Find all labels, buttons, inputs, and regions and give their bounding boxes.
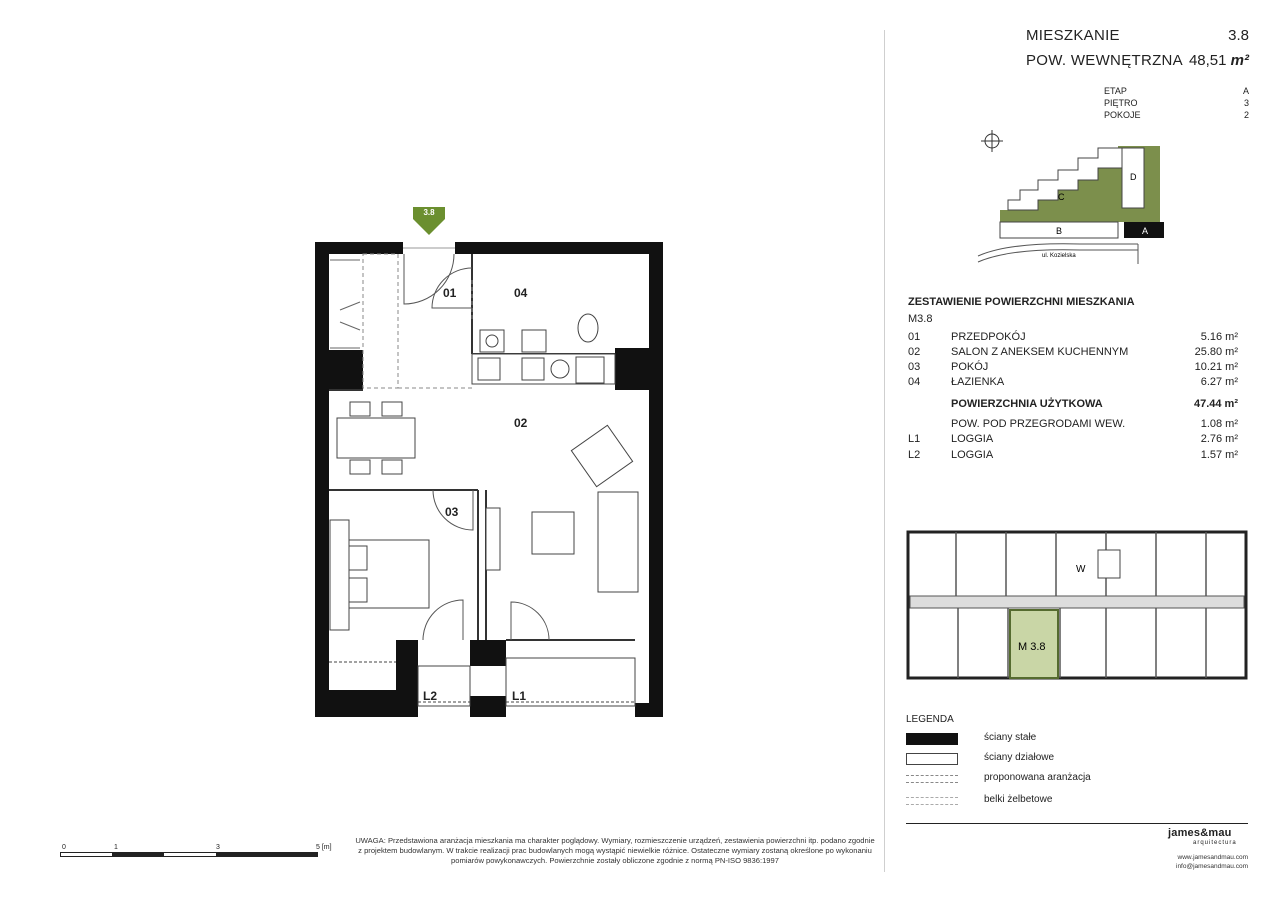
- legend-swatch-dashed: [906, 775, 958, 783]
- scale-tick-0: 0: [62, 844, 66, 851]
- loggia-pier-mid-low: [470, 696, 506, 717]
- key-plan: [906, 524, 1250, 684]
- room-name: ŁAZIENKA: [951, 376, 1005, 388]
- area-label: POW. WEWNĘTRZNA: [1026, 52, 1183, 69]
- scale-tick-1: 1: [114, 844, 118, 851]
- loggia-code: L1: [908, 433, 921, 445]
- meta-rooms: [1104, 110, 1249, 120]
- usable-name: POWIERZCHNIA UŻYTKOWA: [951, 398, 1103, 410]
- dining-table: [337, 402, 415, 474]
- summary-partition-row: [908, 418, 1238, 433]
- legend-item: [906, 771, 1166, 787]
- living-furniture: [486, 425, 638, 592]
- legend-item: [906, 751, 1166, 767]
- key-plan-unit-label: M 3.8: [1018, 641, 1046, 653]
- summary-row: [908, 331, 1238, 346]
- summary-title: ZESTAWIENIE POWIERZCHNI MIESZKANIA: [908, 296, 1135, 308]
- loggia-pier-left: [396, 640, 418, 717]
- area-value-wrap: [1176, 52, 1249, 69]
- brand-logo: james&mau: [1168, 827, 1232, 839]
- legend-swatch-solid: [906, 733, 958, 745]
- site-label-c: C: [1058, 192, 1065, 202]
- entry-marker-label: 3.8: [423, 208, 435, 217]
- legend-swatch-beam: [906, 797, 958, 805]
- room-area: 6.27 m²: [1200, 376, 1238, 388]
- room-code: 04: [908, 376, 921, 388]
- legend-item: [906, 731, 1166, 747]
- column-divider: [884, 30, 885, 872]
- area-unit: m²: [1230, 52, 1249, 69]
- summary-loggia-row: [908, 433, 1238, 448]
- meta-stage: [1104, 86, 1249, 96]
- footer-separator: [906, 823, 1248, 824]
- street-label: ul. Kozielska: [1042, 253, 1076, 259]
- wall-bottom-strip: [329, 690, 396, 703]
- summary-row: [908, 361, 1238, 376]
- room-code: 02: [908, 346, 921, 358]
- site-label-a: A: [1142, 226, 1149, 236]
- disclaimer-note: UWAGA: Przedstawiona aranżacja mieszkania ma charakter poglądowy. Wymiary, rozmieszczenie urządzeń, zestawienia powierzchni itp. podano zgodnie z projektem budowlanym. W trakcie realizacji prac budowlanych mogą wystąpić niewielkie różnice. Ostateczne wymiary zostaną określone po wykonaniu pomiarów powykonawczych. Powierzchnie zostały obliczone zgodnie z normą PN-ISO 9836:1997: [355, 836, 875, 865]
- partition-area: 1.08 m²: [1200, 418, 1238, 430]
- legend-item: [906, 793, 1166, 809]
- summary-unit: M3.8: [908, 313, 933, 325]
- key-plan-drawing: [906, 524, 1250, 684]
- proposed-layout-dashed: [363, 254, 472, 388]
- meta-floor-label: PIĘTRO: [1104, 98, 1138, 108]
- structural-walls: [315, 242, 663, 717]
- scale-bar: [60, 852, 318, 858]
- summary-row: [908, 376, 1238, 391]
- summary-loggia-row: [908, 449, 1238, 464]
- summary-row: [908, 346, 1238, 361]
- meta-stage-value: A: [1242, 86, 1249, 96]
- legend-swatch-outline: [906, 753, 958, 765]
- loggia-name: LOGGIA: [951, 433, 994, 445]
- bedroom-furniture: [330, 520, 429, 630]
- room-label-L2: L2: [423, 689, 438, 703]
- legend-label: ściany stałe: [984, 732, 1037, 743]
- room-code: 01: [908, 331, 921, 343]
- room-area: 10.21 m²: [1194, 361, 1238, 373]
- loggia-name: LOGGIA: [951, 449, 994, 461]
- compass-icon: [981, 130, 1003, 152]
- loggia-area: 1.57 m²: [1200, 449, 1238, 461]
- brand-sub: arquitectura: [1193, 840, 1237, 846]
- site-plan-drawing: [970, 128, 1170, 268]
- room-name: POKÓJ: [951, 361, 989, 373]
- partition-name: POW. POD PRZEGRODAMI WEW.: [951, 418, 1126, 430]
- usable-area: 47.44 m²: [1193, 398, 1238, 410]
- legend-label: belki żelbetowe: [984, 794, 1053, 805]
- apartment-label: MIESZKANIE: [1026, 27, 1120, 44]
- area-value: 48,51: [1188, 52, 1227, 69]
- wall-top: [315, 242, 663, 254]
- room-label-04: 04: [514, 286, 528, 300]
- room-name: PRZEDPOKÓJ: [951, 331, 1026, 343]
- room-label-01: 01: [443, 286, 457, 300]
- room-label-03: 03: [445, 505, 459, 519]
- legend-label: ściany działowe: [984, 752, 1055, 763]
- scale-tick-3: 3: [216, 844, 220, 851]
- key-plan-corridor: [910, 596, 1244, 608]
- meta-rooms-label: POKOJE: [1104, 110, 1141, 120]
- kitchen-counter: [472, 314, 615, 384]
- wardrobe: [330, 260, 360, 348]
- room-area: 25.80 m²: [1194, 346, 1238, 358]
- floor-plan-drawing: [300, 200, 680, 730]
- brand-web[interactable]: www.jamesandmau.com: [1177, 854, 1248, 861]
- site-label-b: B: [1056, 226, 1063, 236]
- wall-right: [649, 242, 663, 717]
- wall-bottom-right: [635, 703, 663, 717]
- brand-email[interactable]: info@jamesandmau.com: [1176, 863, 1248, 870]
- apartment-number: 3.8: [1228, 27, 1249, 44]
- meta-stage-label: ETAP: [1104, 86, 1127, 96]
- scale-tick-5: 5 [m]: [316, 844, 332, 851]
- loggia-area: 2.76 m²: [1200, 433, 1238, 445]
- loggia-code: L2: [908, 449, 921, 461]
- room-name: SALON Z ANEKSEM KUCHENNYM: [951, 346, 1129, 358]
- site-plan: [970, 128, 1170, 268]
- column-right: [615, 348, 649, 390]
- key-plan-stair: [1098, 550, 1120, 578]
- legend-label: proponowana aranżacja: [984, 772, 1091, 783]
- summary-usable-row: [908, 398, 1238, 413]
- site-label-d: D: [1130, 172, 1137, 182]
- floor-plan: [300, 200, 680, 730]
- meta-floor-value: 3: [1243, 98, 1249, 108]
- room-code: 03: [908, 361, 921, 373]
- room-label-02: 02: [514, 416, 528, 430]
- meta-rooms-value: 2: [1243, 110, 1249, 120]
- room-area: 5.16 m²: [1200, 331, 1238, 343]
- loggia-pier-mid: [470, 640, 506, 666]
- column-left: [329, 350, 363, 390]
- legend-title: LEGENDA: [906, 714, 954, 725]
- meta-floor: [1104, 98, 1249, 108]
- wall-left: [315, 242, 329, 717]
- room-label-L1: L1: [512, 689, 527, 703]
- key-plan-stair-label: W: [1076, 564, 1086, 575]
